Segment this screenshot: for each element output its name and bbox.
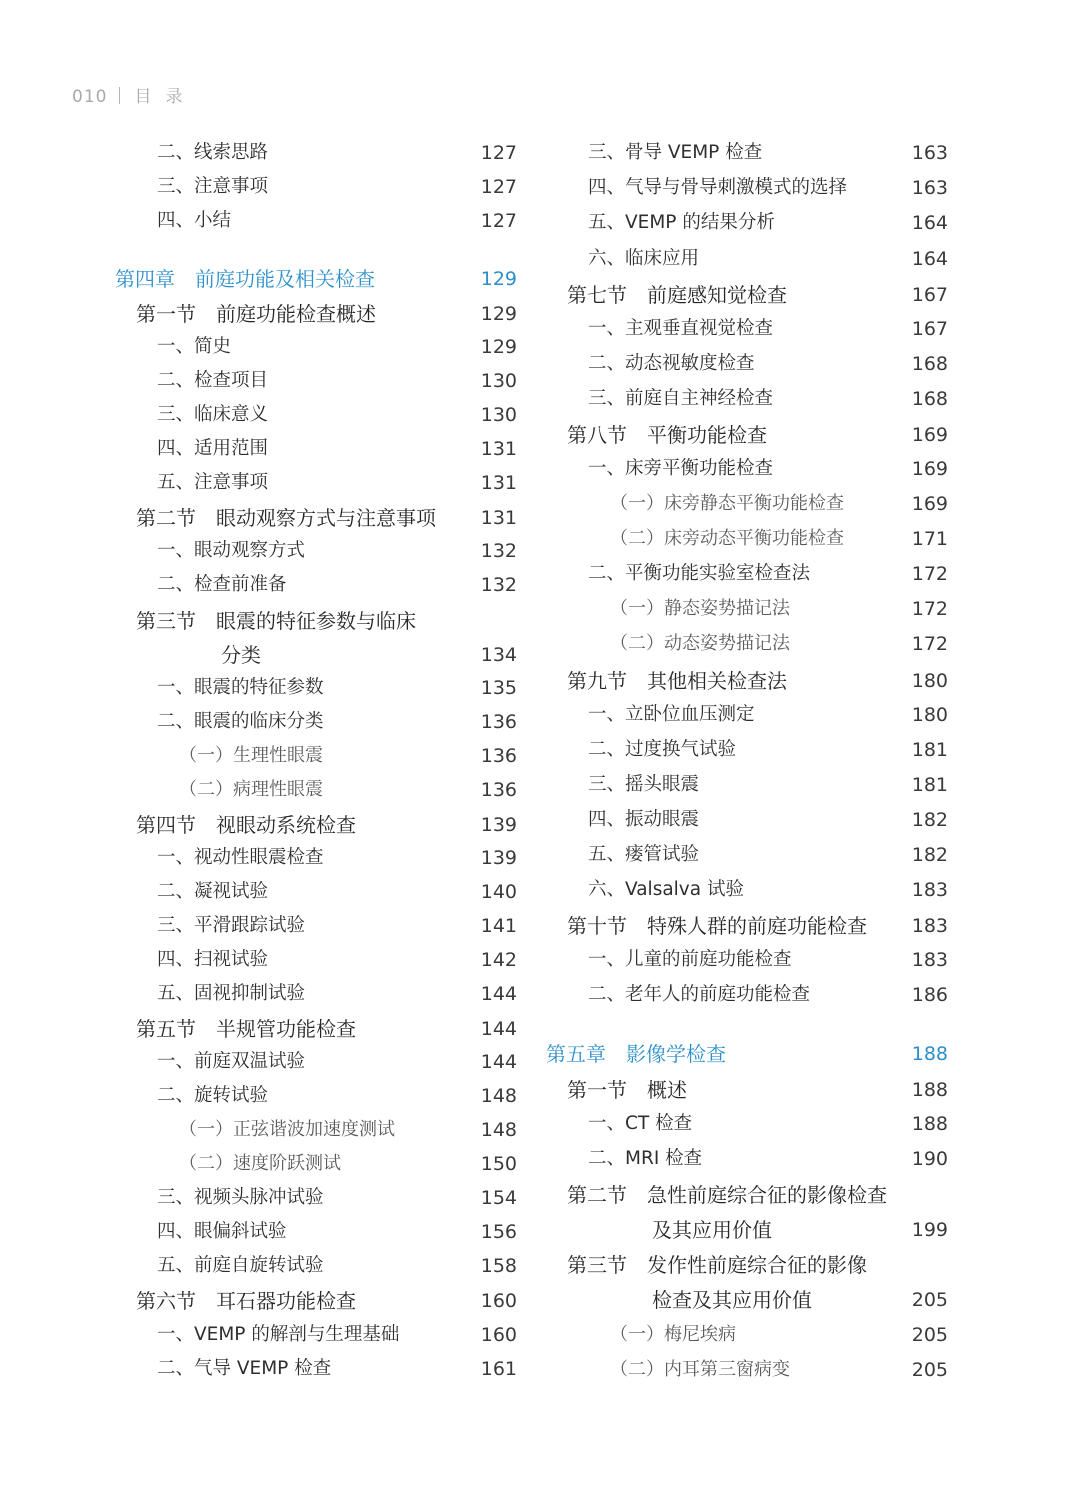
toc-entry-page-number: 188 [911, 1113, 948, 1135]
toc-entry-label: 一、视动性眼震检查 [157, 847, 324, 868]
toc-entry-label: 一、主观垂直视觉检查 [588, 318, 774, 339]
toc-entry-label: 第三节 发作性前庭综合征的影像 [567, 1253, 867, 1277]
toc-entry-section[interactable] [136, 606, 517, 636]
toc-entry-item[interactable] [157, 1183, 517, 1213]
toc-entry-item[interactable] [588, 700, 948, 730]
toc-entry-label: 第九节 其他相关检查法 [567, 669, 787, 693]
toc-entry-label: 一、简史 [157, 336, 232, 357]
toc-entry-label: 三、前庭自主神经检查 [588, 388, 774, 409]
toc-entry-page-number: 160 [480, 1290, 517, 1312]
toc-entry-label: 二、气导 VEMP 检查 [157, 1358, 332, 1379]
header-divider [119, 87, 120, 104]
toc-entry-sub[interactable] [610, 489, 948, 519]
toc-entry-label: 第三节 眼震的特征参数与临床 [136, 609, 416, 633]
toc-entry-label: 三、骨导 VEMP 检查 [588, 142, 763, 163]
toc-entry-item[interactable] [588, 735, 948, 765]
toc-entry-section[interactable] [136, 1286, 517, 1316]
toc-entry-item[interactable] [588, 559, 948, 589]
toc-entry-item[interactable] [157, 1320, 517, 1350]
toc-entry-page-number: 167 [911, 284, 948, 306]
toc-entry-label: 三、临床意义 [157, 404, 269, 425]
toc-entry-page-number: 127 [480, 142, 517, 164]
toc-entry-page-number: 131 [480, 438, 517, 460]
toc-entry-sub[interactable] [610, 629, 948, 659]
toc-entry-page-number: 172 [911, 563, 948, 585]
toc-entry-section[interactable] [136, 810, 517, 840]
toc-entry-page-number: 136 [480, 745, 517, 767]
toc-entry-page-number: 163 [911, 177, 948, 199]
toc-entry-item[interactable] [157, 468, 517, 498]
toc-entry-item[interactable] [588, 805, 948, 835]
toc-entry-page-number: 169 [911, 493, 948, 515]
toc-entry-item[interactable] [588, 314, 948, 344]
toc-entry-label: 第一节 概述 [567, 1078, 687, 1102]
toc-entry-label: 一、VEMP 的解剖与生理基础 [157, 1324, 400, 1345]
toc-entry-page-number: 139 [480, 847, 517, 869]
toc-entry-sub[interactable] [610, 594, 948, 624]
toc-entry-label: 五、前庭自旋转试验 [157, 1255, 324, 1276]
toc-entry-page-number: 205 [911, 1289, 948, 1311]
toc-entry-sub[interactable] [179, 1115, 517, 1145]
toc-entry-label: （二）病理性眼震 [179, 779, 323, 800]
toc-entry-label: 五、瘘管试验 [588, 844, 700, 865]
toc-entry-label: 第七节 前庭感知觉检查 [567, 283, 787, 307]
toc-entry-label: （二）床旁动态平衡功能检查 [610, 528, 844, 549]
toc-entry-section[interactable] [136, 1014, 517, 1044]
toc-entry-section[interactable] [567, 666, 948, 696]
toc-entry-item[interactable] [157, 138, 517, 168]
toc-entry-label: 四、适用范围 [157, 438, 269, 459]
toc-entry-page-number: 132 [480, 540, 517, 562]
toc-entry-label: 一、儿童的前庭功能检查 [588, 949, 792, 970]
toc-entry-cont[interactable] [652, 1285, 948, 1315]
toc-entry-page-number: 127 [480, 210, 517, 232]
toc-entry-item[interactable] [588, 840, 948, 870]
toc-entry-label: 二、平衡功能实验室检查法 [588, 563, 811, 584]
toc-entry-item[interactable] [157, 877, 517, 907]
toc-entry-page-number: 139 [480, 814, 517, 836]
toc-entry-page-number: 150 [480, 1153, 517, 1175]
toc-entry-label: 五、固视抑制试验 [157, 983, 306, 1004]
toc-entry-label: 二、MRI 检查 [588, 1148, 703, 1169]
toc-entry-label: 一、CT 检查 [588, 1113, 693, 1134]
toc-entry-item[interactable] [157, 707, 517, 737]
toc-entry-label: 二、检查前准备 [157, 574, 287, 595]
toc-entry-section[interactable] [567, 280, 948, 310]
toc-entry-item[interactable] [588, 1144, 948, 1174]
toc-entry-section[interactable] [567, 1180, 948, 1210]
toc-entry-label: 三、摇头眼震 [588, 774, 700, 795]
toc-entry-section[interactable] [136, 503, 517, 533]
toc-entry-page-number: 134 [480, 644, 517, 666]
page-number: 010 [72, 87, 108, 107]
toc-entry-label: 四、小结 [157, 210, 232, 231]
toc-entry-item[interactable] [157, 945, 517, 975]
toc-entry-page-number: 181 [911, 739, 948, 761]
toc-entry-item[interactable] [157, 911, 517, 941]
toc-entry-label: （二）速度阶跃测试 [179, 1153, 341, 1174]
toc-entry-label: 三、视频头脉冲试验 [157, 1187, 324, 1208]
toc-entry-page-number: 190 [911, 1148, 948, 1170]
toc-entry-label: 第一节 前庭功能检查概述 [136, 302, 376, 326]
toc-entry-sub[interactable] [610, 524, 948, 554]
toc-entry-page-number: 164 [911, 212, 948, 234]
toc-entry-label: 五、注意事项 [157, 472, 269, 493]
toc-entry-page-number: 144 [480, 983, 517, 1005]
toc-entry-item[interactable] [157, 366, 517, 396]
toc-entry-page-number: 188 [911, 1079, 948, 1101]
toc-entry-label: 一、眼震的特征参数 [157, 677, 324, 698]
toc-entry-item[interactable] [157, 1081, 517, 1111]
toc-entry-item[interactable] [588, 875, 948, 905]
toc-entry-page-number: 131 [480, 472, 517, 494]
toc-entry-page-number: 186 [911, 984, 948, 1006]
toc-entry-page-number: 205 [911, 1359, 948, 1381]
toc-entry-page-number: 156 [480, 1221, 517, 1243]
toc-entry-page-number: 135 [480, 677, 517, 699]
toc-entry-label: （二）动态姿势描记法 [610, 633, 790, 654]
toc-entry-label: 二、凝视试验 [157, 881, 269, 902]
toc-entry-label: 六、临床应用 [588, 248, 700, 269]
toc-entry-label: （一）正弦谐波加速度测试 [179, 1119, 395, 1140]
toc-entry-item[interactable] [157, 1354, 517, 1384]
toc-entry-sub[interactable] [610, 1355, 948, 1385]
toc-entry-label: 四、振动眼震 [588, 809, 700, 830]
toc-entry-page-number: 182 [911, 809, 948, 831]
toc-entry-section[interactable] [567, 1250, 948, 1280]
toc-entry-item[interactable] [157, 673, 517, 703]
toc-entry-label: 第五节 半规管功能检查 [136, 1017, 356, 1041]
toc-entry-label: 二、过度换气试验 [588, 739, 737, 760]
toc-entry-item[interactable] [588, 454, 948, 484]
toc-entry-label: 第十节 特殊人群的前庭功能检查 [567, 914, 867, 938]
toc-entry-label: 四、眼偏斜试验 [157, 1221, 287, 1242]
toc-entry-page-number: 144 [480, 1018, 517, 1040]
toc-entry-label: （一）床旁静态平衡功能检查 [610, 493, 844, 514]
toc-entry-cont[interactable] [652, 1215, 948, 1245]
toc-entry-item[interactable] [157, 1251, 517, 1281]
toc-entry-label: 第二节 眼动观察方式与注意事项 [136, 506, 436, 530]
toc-entry-label: 一、前庭双温试验 [157, 1051, 306, 1072]
toc-entry-item[interactable] [588, 980, 948, 1010]
toc-entry-label: 三、注意事项 [157, 176, 269, 197]
toc-entry-page-number: 136 [480, 711, 517, 733]
toc-entry-label: 第四章 前庭功能及相关检查 [115, 267, 375, 291]
toc-entry-label: （一）静态姿势描记法 [610, 598, 790, 619]
toc-entry-label: 第八节 平衡功能检查 [567, 423, 767, 447]
toc-entry-page-number: 140 [480, 881, 517, 903]
toc-entry-page-number: 141 [480, 915, 517, 937]
toc-entry-page-number: 136 [480, 779, 517, 801]
toc-entry-chapter[interactable] [546, 1039, 948, 1069]
toc-entry-item[interactable] [588, 384, 948, 414]
toc-entry-item[interactable] [157, 332, 517, 362]
toc-entry-section[interactable] [567, 420, 948, 450]
toc-entry-label: 检查及其应用价值 [652, 1288, 812, 1312]
toc-entry-item[interactable] [588, 173, 948, 203]
toc-entry-page-number: 171 [911, 528, 948, 550]
toc-entry-label: （二）内耳第三窗病变 [610, 1359, 790, 1380]
toc-entry-item[interactable] [157, 400, 517, 430]
toc-entry-chapter[interactable] [115, 264, 517, 294]
toc-entry-label: 及其应用价值 [652, 1218, 772, 1242]
header-title: 目录 [134, 87, 197, 107]
toc-entry-page-number: 130 [480, 404, 517, 426]
toc-entry-page-number: 142 [480, 949, 517, 971]
toc-entry-page-number: 160 [480, 1324, 517, 1346]
toc-entry-cont[interactable] [221, 640, 517, 670]
toc-entry-label: 第四节 视眼动系统检查 [136, 813, 356, 837]
toc-entry-page-number: 132 [480, 574, 517, 596]
toc-entry-label: 第六节 耳石器功能检查 [136, 1289, 356, 1313]
toc-entry-label: 二、线索思路 [157, 142, 269, 163]
toc-entry-label: 四、气导与骨导刺激模式的选择 [588, 177, 848, 198]
toc-entry-page-number: 129 [480, 303, 517, 325]
toc-entry-page-number: 183 [911, 915, 948, 937]
toc-entry-item[interactable] [588, 349, 948, 379]
toc-entry-item[interactable] [157, 843, 517, 873]
toc-entry-item[interactable] [588, 1109, 948, 1139]
toc-entry-label: 二、检查项目 [157, 370, 269, 391]
toc-entry-sub[interactable] [179, 1149, 517, 1179]
toc-entry-item[interactable] [157, 979, 517, 1009]
toc-entry-label: 三、平滑跟踪试验 [157, 915, 306, 936]
toc-entry-page-number: 163 [911, 142, 948, 164]
toc-entry-label: （一）生理性眼震 [179, 745, 323, 766]
toc-entry-page-number: 148 [480, 1119, 517, 1141]
toc-entry-item[interactable] [157, 1217, 517, 1247]
toc-entry-label: 分类 [221, 643, 261, 667]
toc-entry-item[interactable] [157, 536, 517, 566]
toc-entry-page-number: 169 [911, 424, 948, 446]
toc-entry-label: 二、动态视敏度检查 [588, 353, 755, 374]
toc-entry-section[interactable] [567, 911, 948, 941]
toc-entry-item[interactable] [157, 434, 517, 464]
toc-entry-page-number: 129 [480, 268, 517, 290]
toc-entry-page-number: 154 [480, 1187, 517, 1209]
toc-entry-item[interactable] [157, 570, 517, 600]
toc-entry-item[interactable] [588, 138, 948, 168]
toc-entry-label: 第二节 急性前庭综合征的影像检查 [567, 1183, 887, 1207]
toc-entry-page-number: 188 [911, 1043, 948, 1065]
page-header [72, 82, 196, 107]
toc-entry-label: 四、扫视试验 [157, 949, 269, 970]
toc-entry-label: 二、老年人的前庭功能检查 [588, 984, 811, 1005]
toc-entry-page-number: 161 [480, 1358, 517, 1380]
toc-entry-item[interactable] [588, 244, 948, 274]
toc-entry-page-number: 182 [911, 844, 948, 866]
toc-entry-page-number: 144 [480, 1051, 517, 1073]
toc-entry-page-number: 168 [911, 353, 948, 375]
toc-entry-label: 第五章 影像学检查 [546, 1042, 726, 1066]
toc-entry-page-number: 180 [911, 670, 948, 692]
toc-entry-page-number: 180 [911, 704, 948, 726]
toc-entry-sub[interactable] [610, 1320, 948, 1350]
toc-entry-page-number: 167 [911, 318, 948, 340]
toc-entry-page-number: 129 [480, 336, 517, 358]
toc-entry-page-number: 199 [911, 1219, 948, 1241]
toc-entry-page-number: 131 [480, 507, 517, 529]
toc-entry-page-number: 158 [480, 1255, 517, 1277]
toc-entry-page-number: 172 [911, 633, 948, 655]
toc-entry-section[interactable] [567, 1075, 948, 1105]
toc-entry-item[interactable] [588, 208, 948, 238]
toc-entry-label: （一）梅尼埃病 [610, 1324, 736, 1345]
toc-entry-label: 二、旋转试验 [157, 1085, 269, 1106]
toc-entry-item[interactable] [157, 206, 517, 236]
toc-entry-page-number: 181 [911, 774, 948, 796]
toc-entry-section[interactable] [136, 299, 517, 329]
toc-entry-label: 五、VEMP 的结果分析 [588, 212, 775, 233]
toc-entry-item[interactable] [588, 945, 948, 975]
toc-entry-page-number: 205 [911, 1324, 948, 1346]
toc-entry-page-number: 148 [480, 1085, 517, 1107]
toc-entry-page-number: 172 [911, 598, 948, 620]
toc-entry-label: 六、Valsalva 试验 [588, 879, 744, 900]
toc-entry-page-number: 127 [480, 176, 517, 198]
toc-entry-item[interactable] [157, 172, 517, 202]
toc-entry-label: 二、眼震的临床分类 [157, 711, 324, 732]
toc-entry-page-number: 183 [911, 949, 948, 971]
toc-entry-sub[interactable] [179, 741, 517, 771]
toc-entry-item[interactable] [588, 770, 948, 800]
toc-entry-item[interactable] [157, 1047, 517, 1077]
toc-entry-page-number: 169 [911, 458, 948, 480]
toc-entry-page-number: 183 [911, 879, 948, 901]
toc-entry-sub[interactable] [179, 775, 517, 805]
toc-entry-label: 一、眼动观察方式 [157, 540, 306, 561]
toc-entry-page-number: 164 [911, 248, 948, 270]
toc-entry-label: 一、立卧位血压测定 [588, 704, 755, 725]
toc-entry-label: 一、床旁平衡功能检查 [588, 458, 774, 479]
toc-entry-page-number: 130 [480, 370, 517, 392]
toc-entry-page-number: 168 [911, 388, 948, 410]
